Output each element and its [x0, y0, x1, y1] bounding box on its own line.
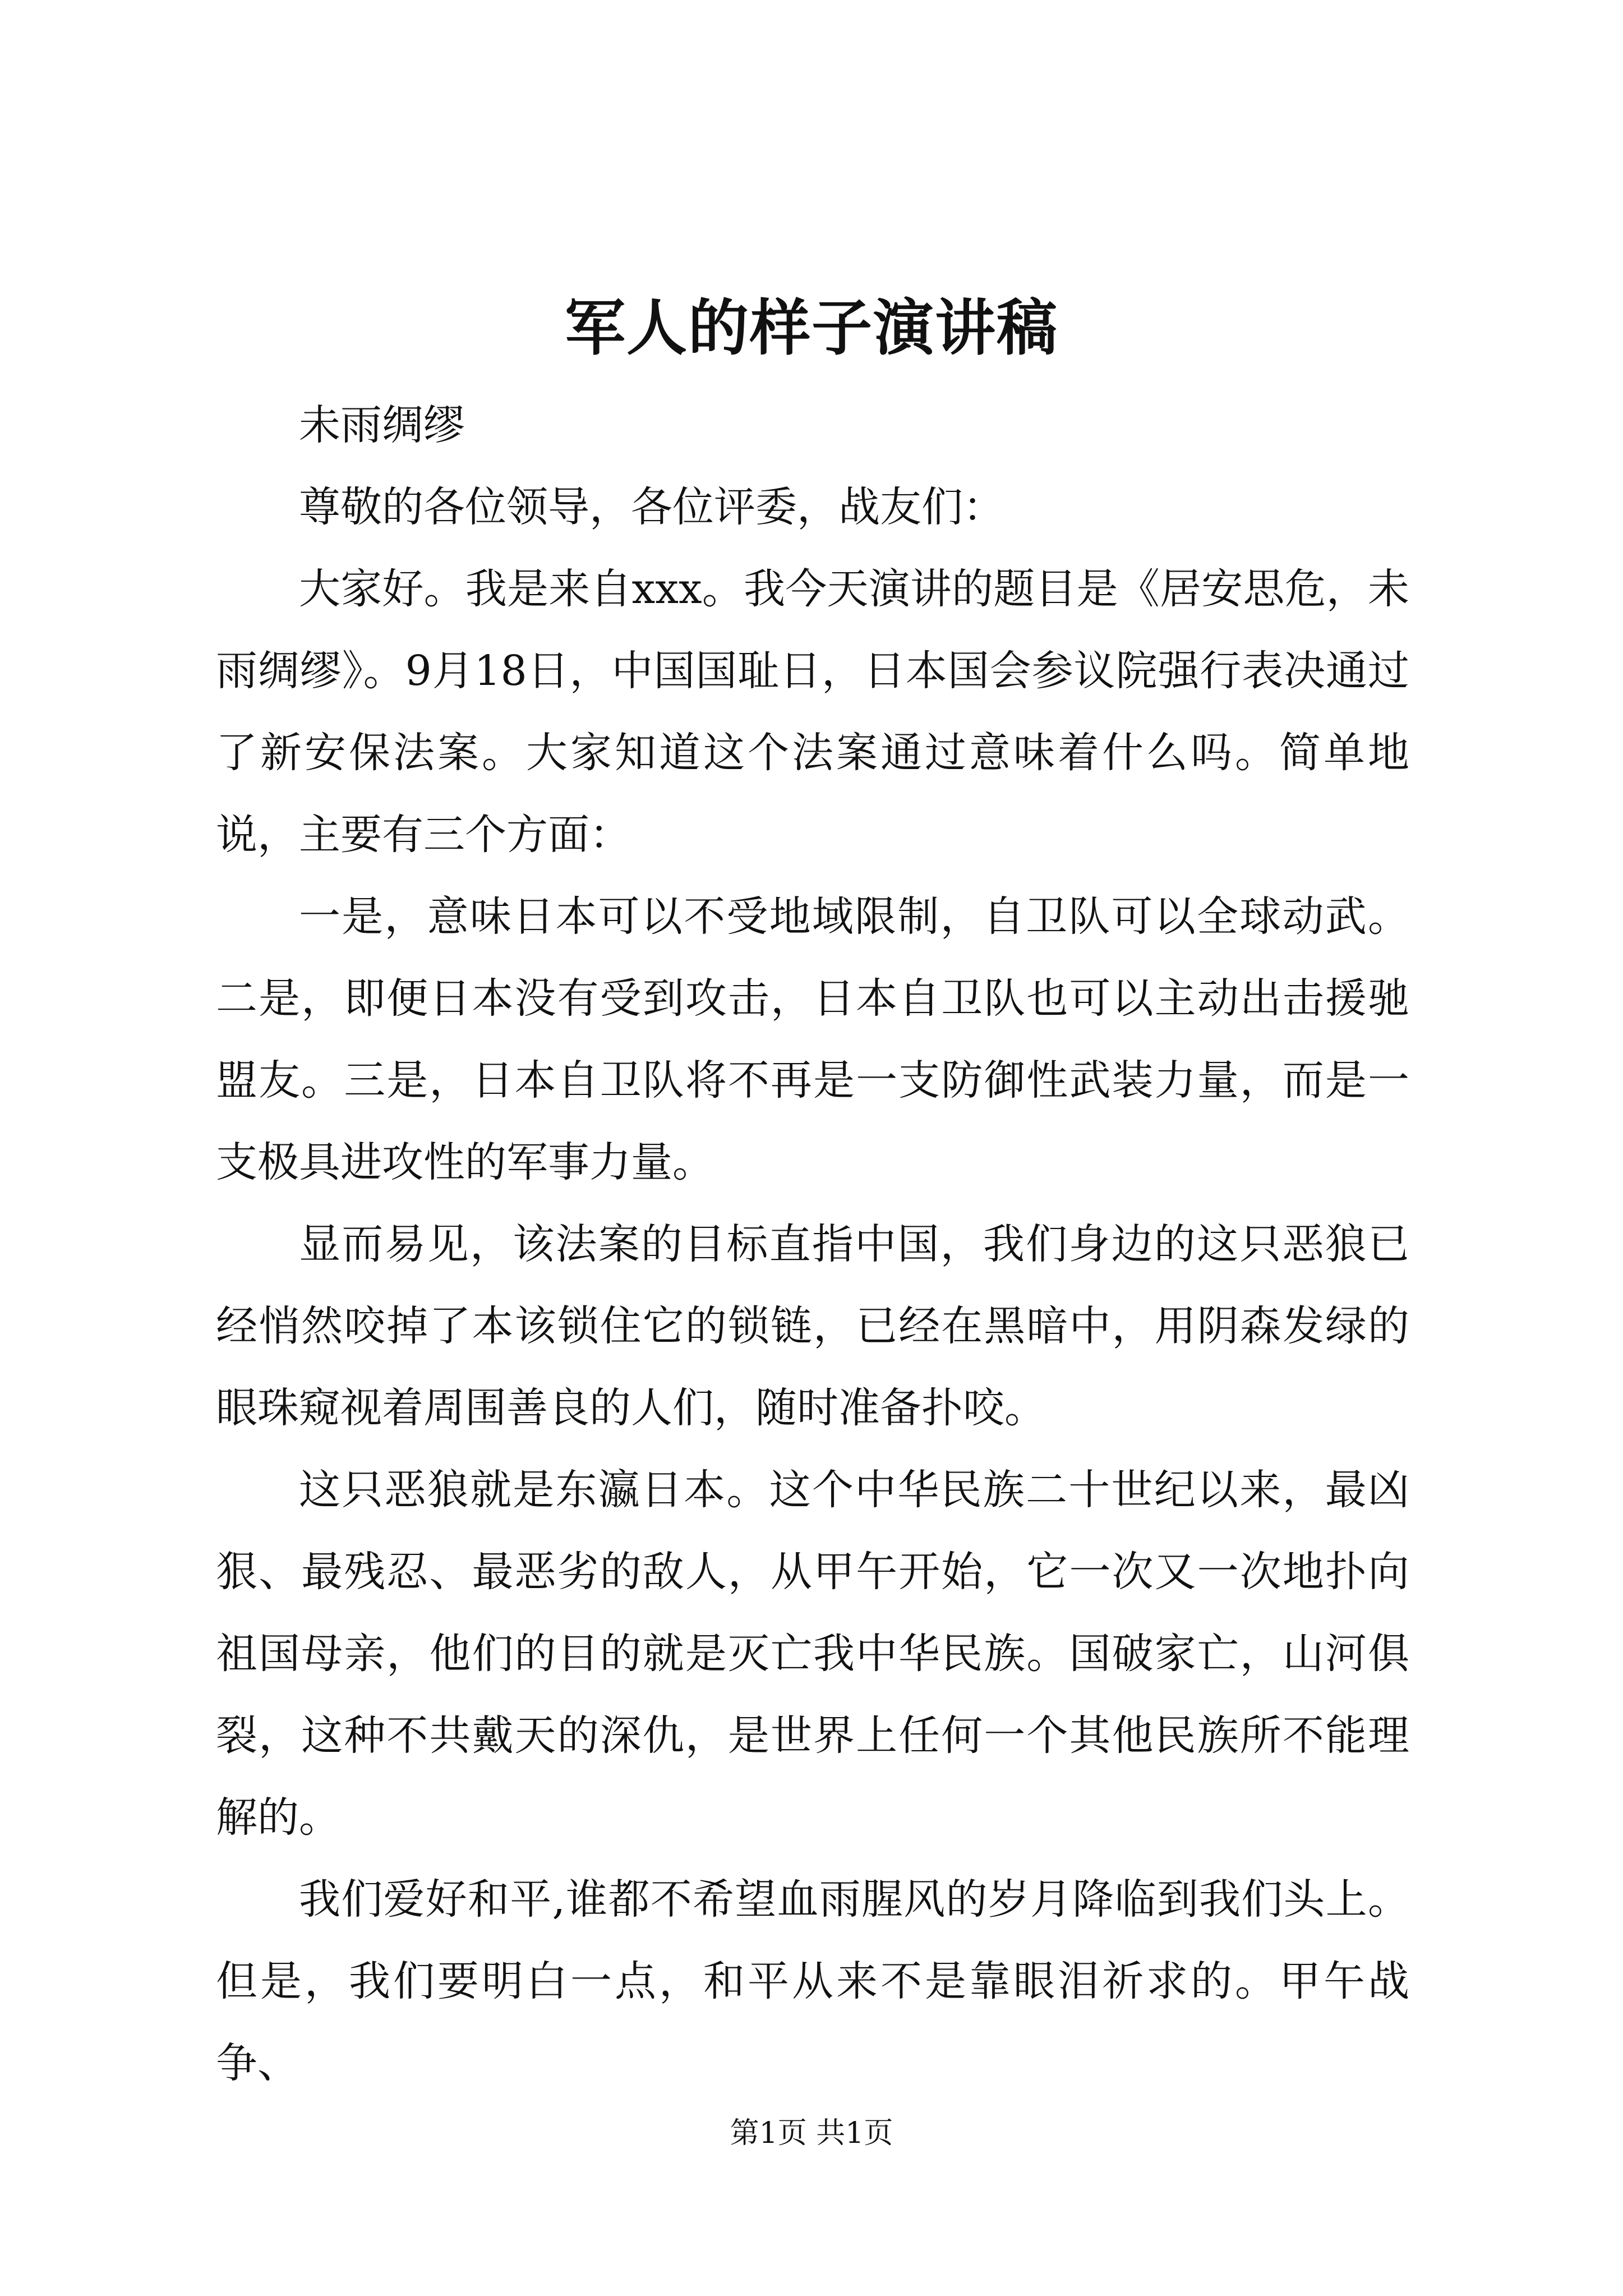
document-body [216, 384, 1409, 2104]
page-footer: 第1页 共1页 [730, 2116, 893, 2150]
paragraph: 一是，意味日本可以不受地域限制，自卫队可以全球动武。二是，即便日本没有受到攻击，日本自卫队也可以主动出击援驰盟友。三是，日本自卫队将不再是一支防御性武装力量，而是一支极具进攻性的军事力量。 [216, 892, 1409, 1186]
paragraph-subtitle: 未雨绸缪 [299, 401, 465, 449]
paragraph-salutation: 尊敬的各位领导，各位评委，战友们： [299, 483, 1004, 531]
paragraph: 我们爱好和平,谁都不希望血雨腥风的岁月降临到我们头上。但是，我们要明白一点，和平从来不是靠眼泪祈求的。甲午战争、 [216, 1875, 1409, 2087]
document-title: 军人的样子演讲稿 [564, 293, 1058, 364]
paragraph: 大家好。我是来自xxx。我今天演讲的题目是《居安思危，未雨绸缪》。9月18日，中国国耻日，日本国会参议院强行表决通过了新安保法案。大家知道这个法案通过意味着什么吗。简单地说，主要有三个方面： [216, 565, 1409, 859]
paragraph: 这只恶狼就是东瀛日本。这个中华民族二十世纪以来，最凶狠、最残忍、最恶劣的敌人，从甲午开始，它一次又一次地扑向祖国母亲，他们的目的就是灭亡我中华民族。国破家亡，山河俱裂，这种不共戴天的深仇，是世界上任何一个其他民族所不能理解的。 [216, 1466, 1409, 1842]
paragraph: 显而易见，该法案的目标直指中国，我们身边的这只恶狼已经悄然咬掉了本该锁住它的锁链，已经在黑暗中，用阴森发绿的眼珠窥视着周围善良的人们，随时准备扑咬。 [216, 1220, 1409, 1432]
